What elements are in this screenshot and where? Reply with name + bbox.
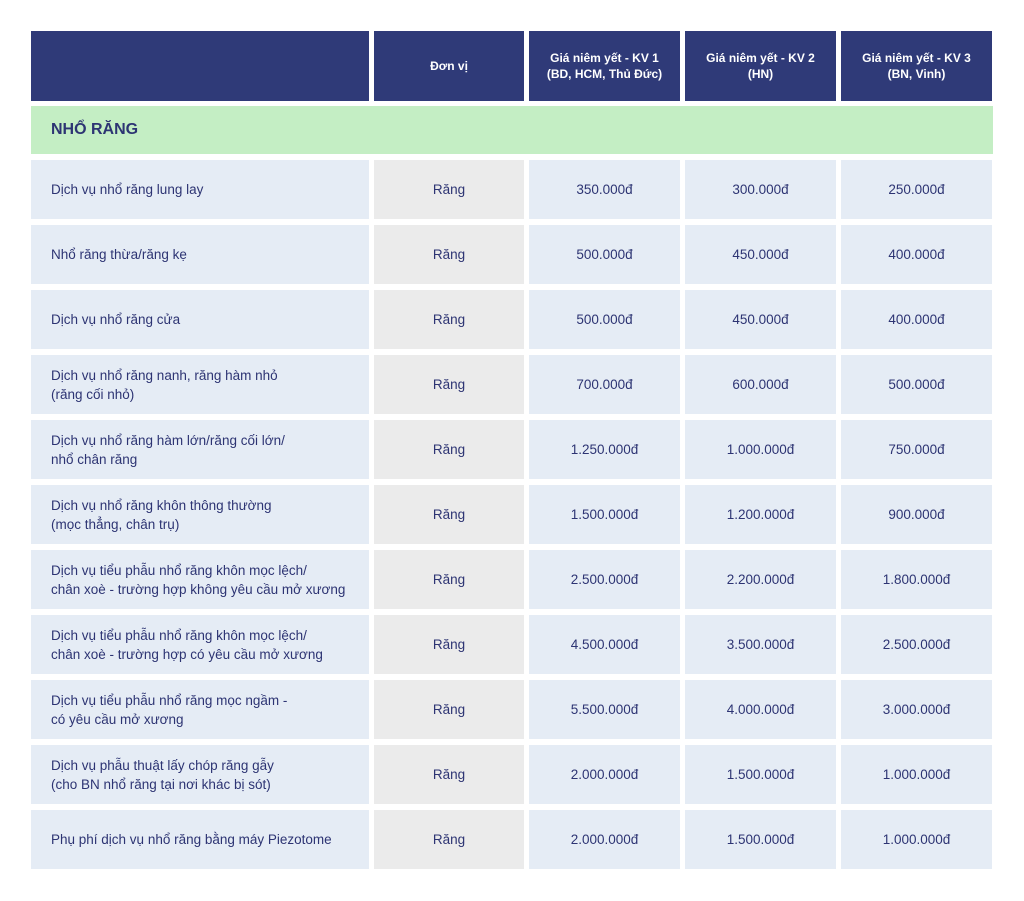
price-kv1-cell: 1.250.000đ: [529, 420, 680, 479]
header-kv3: Giá niêm yết - KV 3 (BN, Vinh): [841, 31, 992, 101]
section-header: [31, 106, 993, 154]
service-cell: Dịch vụ tiểu phẫu nhổ răng mọc ngầm - có yêu cầu mở xương: [31, 680, 369, 739]
price-kv2-cell: 1.200.000đ: [685, 485, 836, 544]
price-kv2-cell: 2.200.000đ: [685, 550, 836, 609]
price-kv1-cell: 2.000.000đ: [529, 810, 680, 869]
service-cell: Dịch vụ nhổ răng cửa: [31, 290, 369, 349]
price-kv1-cell: 2.500.000đ: [529, 550, 680, 609]
unit-cell: Răng: [374, 810, 524, 869]
price-kv2-cell: 4.000.000đ: [685, 680, 836, 739]
service-cell: Dịch vụ nhổ răng hàm lớn/răng cối lớn/ nhổ chân răng: [31, 420, 369, 479]
service-cell: Nhổ răng thừa/răng kẹ: [31, 225, 369, 284]
service-cell: Dịch vụ nhổ răng khôn thông thường (mọc thẳng, chân trụ): [31, 485, 369, 544]
table-body: [31, 160, 993, 869]
table-row: [31, 745, 993, 804]
header-kv2: Giá niêm yết - KV 2 (HN): [685, 31, 836, 101]
price-table: [31, 31, 993, 875]
unit-cell: Răng: [374, 615, 524, 674]
unit-cell: Răng: [374, 160, 524, 219]
price-kv1-cell: 700.000đ: [529, 355, 680, 414]
service-cell: Dịch vụ tiểu phẫu nhổ răng khôn mọc lệch/ chân xoè - trường hợp có yêu cầu mở xương: [31, 615, 369, 674]
price-kv1-cell: 2.000.000đ: [529, 745, 680, 804]
header-kv1: Giá niêm yết - KV 1 (BD, HCM, Thủ Đức): [529, 31, 680, 101]
service-cell: Dịch vụ nhổ răng nanh, răng hàm nhỏ (răng cối nhỏ): [31, 355, 369, 414]
table-row: [31, 485, 993, 544]
service-cell: Phụ phí dịch vụ nhổ răng bằng máy Piezotome: [31, 810, 369, 869]
price-kv1-cell: 1.500.000đ: [529, 485, 680, 544]
table-header: [31, 31, 993, 101]
price-kv3-cell: 2.500.000đ: [841, 615, 992, 674]
price-kv3-cell: 750.000đ: [841, 420, 992, 479]
table-row: [31, 160, 993, 219]
price-kv3-cell: 900.000đ: [841, 485, 992, 544]
price-kv1-cell: 500.000đ: [529, 225, 680, 284]
unit-cell: Răng: [374, 550, 524, 609]
price-kv2-cell: 1.500.000đ: [685, 745, 836, 804]
table-row: [31, 615, 993, 674]
unit-cell: Răng: [374, 225, 524, 284]
price-kv3-cell: 500.000đ: [841, 355, 992, 414]
table-row: [31, 355, 993, 414]
table-row: [31, 680, 993, 739]
table-row: [31, 420, 993, 479]
price-kv2-cell: 1.500.000đ: [685, 810, 836, 869]
price-kv2-cell: 3.500.000đ: [685, 615, 836, 674]
table-row: [31, 550, 993, 609]
unit-cell: Răng: [374, 485, 524, 544]
section-title: NHỔ RĂNG: [51, 121, 139, 138]
price-kv3-cell: 3.000.000đ: [841, 680, 992, 739]
price-kv3-cell: 250.000đ: [841, 160, 992, 219]
unit-cell: Răng: [374, 745, 524, 804]
table-row: [31, 810, 993, 869]
unit-cell: Răng: [374, 420, 524, 479]
header-unit: Đơn vị: [374, 31, 524, 101]
price-kv1-cell: 350.000đ: [529, 160, 680, 219]
unit-cell: Răng: [374, 290, 524, 349]
price-kv1-cell: 500.000đ: [529, 290, 680, 349]
table-row: [31, 225, 993, 284]
price-kv2-cell: 1.000.000đ: [685, 420, 836, 479]
price-kv3-cell: 1.000.000đ: [841, 745, 992, 804]
price-kv2-cell: 450.000đ: [685, 225, 836, 284]
service-cell: Dịch vụ phẫu thuật lấy chóp răng gẫy (cho BN nhổ răng tại nơi khác bị sót): [31, 745, 369, 804]
service-cell: Dịch vụ nhổ răng lung lay: [31, 160, 369, 219]
unit-cell: Răng: [374, 355, 524, 414]
price-kv3-cell: 1.000.000đ: [841, 810, 992, 869]
price-kv1-cell: 5.500.000đ: [529, 680, 680, 739]
header-service: [31, 31, 369, 101]
price-kv2-cell: 450.000đ: [685, 290, 836, 349]
service-cell: Dịch vụ tiểu phẫu nhổ răng khôn mọc lệch/ chân xoè - trường hợp không yêu cầu mở xương: [31, 550, 369, 609]
price-kv3-cell: 1.800.000đ: [841, 550, 992, 609]
price-kv2-cell: 300.000đ: [685, 160, 836, 219]
price-kv2-cell: 600.000đ: [685, 355, 836, 414]
price-kv3-cell: 400.000đ: [841, 225, 992, 284]
price-kv1-cell: 4.500.000đ: [529, 615, 680, 674]
table-row: [31, 290, 993, 349]
unit-cell: Răng: [374, 680, 524, 739]
price-kv3-cell: 400.000đ: [841, 290, 992, 349]
